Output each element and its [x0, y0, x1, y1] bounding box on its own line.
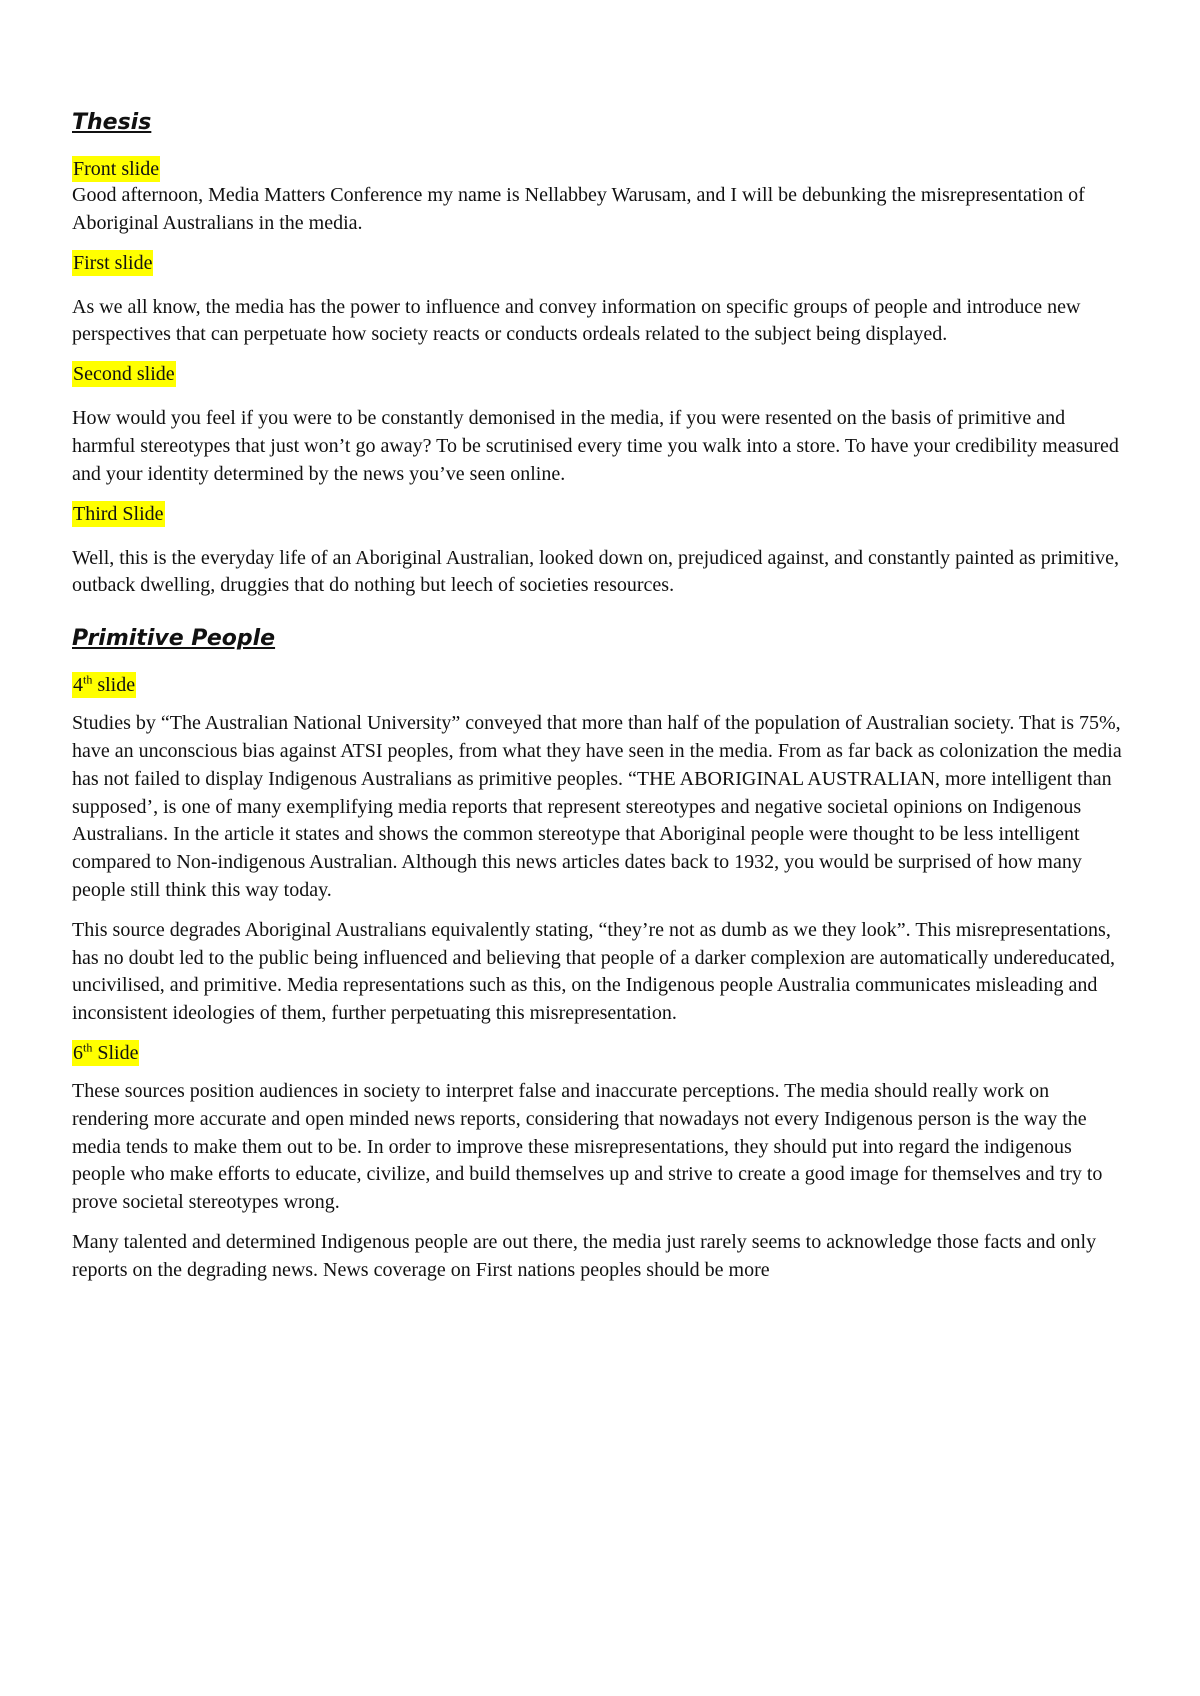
- spacer: [72, 276, 1128, 294]
- slide-4-ordinal: th: [83, 672, 93, 687]
- slide-4-label: [72, 672, 136, 698]
- heading-primitive-people: Primitive People: [72, 626, 276, 652]
- spacer: [72, 527, 1128, 545]
- spacer: [72, 600, 1128, 618]
- third-slide-text: Well, this is the everyday life of an Aboriginal Australian, looked down on, prejudiced against, and constantly painted as primitive, outback dwelling, druggies that do nothing but leech of societies resources.: [72, 546, 1120, 597]
- spacer: [72, 387, 1128, 405]
- slide-4-number: 4: [73, 674, 83, 697]
- slide-4-word: slide: [92, 674, 136, 697]
- slide-6-word: Slide: [92, 1041, 139, 1064]
- front-slide-text: Good afternoon, Media Matters Conference my name is Nellabbey Warusam, and I will be debunking the misrepresentation of Aboriginal Australians in the media.: [72, 184, 1085, 234]
- spacer: [72, 349, 1128, 361]
- slide-6-ordinal: th: [83, 1040, 93, 1055]
- slide-6-section: [72, 1040, 1128, 1285]
- slide-6-text-2: Many talented and determined Indigenous people are out there, the media just rarely seems to acknowledge those facts and only reports on the degrading news. News coverage on First nations peoples should be more: [72, 1230, 1097, 1281]
- spacer: [72, 1217, 1128, 1229]
- third-slide-section: [72, 501, 1128, 601]
- third-slide-label: Third Slide: [73, 502, 164, 525]
- spacer: [72, 654, 1128, 672]
- second-slide-text: How would you feel if you were to be constantly demonised in the media, if you were resented on the basis of primitive and harmful stereotypes that just won’t go away? To be scrutinised every time you walk into a store. To have your credibility measured and your identity determined by the news you’ve seen online.: [72, 407, 1119, 485]
- slide-4-text-1: Studies by “The Australian National University” conveyed that more than half of the population of Australian society. That is 75%, have an unconscious bias against ATSI peoples, from what they have seen in the media. From as far back as colonization the media has not failed to display Indigenous Australians as primitive peoples. “THE ABORIGINAL AUSTRALIAN, more intelligent than supposed’, is one of many exemplifying media reports that represent stereotypes and negative societal opinions on Indigenous Australians. In the article it states and shows the common stereotype that Aboriginal people were thought to be less intelligent compared to Non-indigenous Australian. Although this news articles dates back to 1932, you would be surprised of how many people still think this way today.: [72, 712, 1122, 901]
- slide-6-label: [72, 1040, 139, 1066]
- spacer: [72, 905, 1128, 917]
- slide-4-text-2: This source degrades Aboriginal Australians equivalently stating, “they’re not as dumb as we they look”. This misrepresentations, has no doubt led to the public being influenced and believing that people of a darker complexion are automatically undereducated, uncivilised, and primitive. Media representations such as this, on the Indigenous people Australia communicates misleading and inconsistent ideologies of them, further perpetuating this misrepresentation.: [72, 918, 1115, 1025]
- spacer: [72, 138, 1128, 156]
- slide-6-number: 6: [73, 1041, 83, 1064]
- heading-thesis: Thesis: [72, 110, 152, 135]
- first-slide-text: As we all know, the media has the power to influence and convey information on specific groups of people and introduce new perspectives that can perpetuate how society reacts or conducts ordeals related to the subject being displayed.: [72, 295, 1081, 346]
- front-slide-label: Front slide: [73, 158, 160, 180]
- spacer: [72, 698, 1128, 710]
- spacer: [72, 1028, 1128, 1040]
- spacer: [72, 489, 1128, 501]
- second-slide-section: [72, 361, 1128, 488]
- first-slide-label: First slide: [73, 251, 153, 274]
- slide-4-section: [72, 672, 1128, 1028]
- front-slide-section: [72, 156, 1128, 238]
- second-slide-label: Second slide: [73, 363, 175, 386]
- spacer: [72, 1066, 1128, 1078]
- first-slide-section: [72, 250, 1128, 350]
- spacer: [72, 238, 1128, 250]
- slide-6-text-1: These sources position audiences in society to interpret false and inaccurate perceptions. The media should really work on rendering more accurate and open minded news reports, considering that nowadays not every Indigenous person is the way the media tends to make them out to be. In order to improve these misrepresentations, they should put into regard the indigenous people who make efforts to educate, civilize, and build themselves up and strive to create a good image for themselves and try to prove societal stereotypes wrong.: [72, 1079, 1103, 1214]
